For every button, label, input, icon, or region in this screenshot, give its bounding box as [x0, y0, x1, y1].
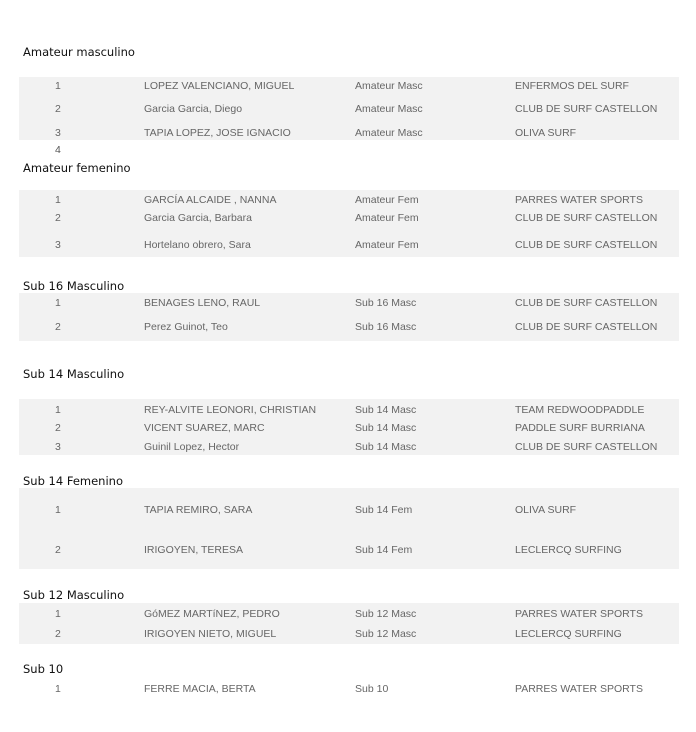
rank-cell: 3 [55, 127, 61, 139]
table-row [19, 102, 679, 116]
rank-cell: 2 [55, 321, 61, 333]
category-cell: Sub 16 Masc [355, 321, 417, 333]
table-row [19, 607, 679, 621]
athlete-name-cell: VICENT SUAREZ, MARC [144, 422, 265, 434]
category-cell: Sub 14 Masc [355, 422, 417, 434]
section-title-sub16-masculino: Sub 16 Masculino [23, 279, 125, 293]
athlete-name-cell: TAPIA REMIRO, SARA [144, 504, 253, 516]
stray-rank-number: 4 [55, 144, 61, 156]
category-cell: Sub 14 Masc [355, 441, 417, 453]
club-cell: CLUB DE SURF CASTELLON [515, 212, 658, 224]
rank-cell: 1 [55, 194, 61, 206]
club-cell: CLUB DE SURF CASTELLON [515, 103, 658, 115]
club-cell: OLIVA SURF [515, 127, 577, 139]
table-row [19, 627, 679, 641]
section-title-sub12-masculino: Sub 12 Masculino [23, 588, 125, 602]
club-cell: LECLERCQ SURFING [515, 628, 622, 640]
category-cell: Sub 14 Fem [355, 504, 413, 516]
table-row [19, 543, 679, 557]
club-cell: CLUB DE SURF CASTELLON [515, 441, 658, 453]
table-row [19, 238, 679, 252]
category-cell: Sub 14 Masc [355, 404, 417, 416]
rank-cell: 1 [55, 608, 61, 620]
section-title-amateur-masculino: Amateur masculino [23, 45, 135, 59]
category-cell: Amateur Fem [355, 194, 419, 206]
rank-cell: 2 [55, 544, 61, 556]
rank-cell: 2 [55, 628, 61, 640]
table-row [19, 79, 679, 93]
rank-cell: 3 [55, 441, 61, 453]
club-cell: PARRES WATER SPORTS [515, 608, 643, 620]
athlete-name-cell: Perez Guinot, Teo [144, 321, 228, 333]
category-cell: Amateur Fem [355, 239, 419, 251]
club-cell: ENFERMOS DEL SURF [515, 80, 629, 92]
section-title-sub14-femenino: Sub 14 Femenino [23, 474, 123, 488]
table-row [19, 503, 679, 517]
rank-cell: 3 [55, 239, 61, 251]
rank-cell: 2 [55, 212, 61, 224]
table-row [19, 403, 679, 417]
table-row [19, 296, 679, 310]
category-cell: Amateur Fem [355, 212, 419, 224]
category-cell: Amateur Masc [355, 103, 423, 115]
athlete-name-cell: TAPIA LOPEZ, JOSE IGNACIO [144, 127, 291, 139]
table-row [19, 193, 679, 207]
club-cell: LECLERCQ SURFING [515, 544, 622, 556]
athlete-name-cell: FERRE MACIA, BERTA [144, 683, 256, 695]
section-title-amateur-femenino: Amateur femenino [23, 161, 131, 175]
athlete-name-cell: REY-ALVITE LEONORI, CHRISTIAN [144, 404, 317, 416]
category-cell: Amateur Masc [355, 127, 423, 139]
athlete-name-cell: IRIGOYEN NIETO, MIGUEL [144, 628, 277, 640]
table-row [19, 320, 679, 334]
club-cell: CLUB DE SURF CASTELLON [515, 239, 658, 251]
section-title-sub10: Sub 10 [23, 662, 64, 676]
athlete-name-cell: BENAGES LENO, RAUL [144, 297, 261, 309]
athlete-name-cell: GARCÍA ALCAIDE , NANNA [144, 194, 277, 206]
athlete-name-cell: IRIGOYEN, TERESA [144, 544, 243, 556]
athlete-name-cell: Garcia Garcia, Barbara [144, 212, 252, 224]
category-cell: Amateur Masc [355, 80, 423, 92]
category-cell: Sub 10 [355, 683, 389, 695]
table-row [19, 211, 679, 225]
rank-cell: 1 [55, 504, 61, 516]
table-row [19, 682, 679, 696]
category-cell: Sub 16 Masc [355, 297, 417, 309]
club-cell: PARRES WATER SPORTS [515, 683, 643, 695]
category-cell: Sub 12 Masc [355, 608, 417, 620]
rank-cell: 2 [55, 422, 61, 434]
athlete-name-cell: Garcia Garcia, Diego [144, 103, 243, 115]
table-row [19, 421, 679, 435]
club-cell: TEAM REDWOODPADDLE [515, 404, 645, 416]
table-row [19, 126, 679, 140]
rank-cell: 1 [55, 297, 61, 309]
athlete-name-cell: Hortelano obrero, Sara [144, 239, 251, 251]
category-cell: Sub 14 Fem [355, 544, 413, 556]
club-cell: CLUB DE SURF CASTELLON [515, 321, 658, 333]
club-cell: PADDLE SURF BURRIANA [515, 422, 645, 434]
athlete-name-cell: LOPEZ VALENCIANO, MIGUEL [144, 80, 295, 92]
athlete-name-cell: GóMEZ MARTíNEZ, PEDRO [144, 608, 280, 620]
rank-cell: 1 [55, 404, 61, 416]
club-cell: OLIVA SURF [515, 504, 577, 516]
club-cell: CLUB DE SURF CASTELLON [515, 297, 658, 309]
rank-cell: 1 [55, 683, 61, 695]
category-cell: Sub 12 Masc [355, 628, 417, 640]
rank-cell: 2 [55, 103, 61, 115]
athlete-name-cell: Guinil Lopez, Hector [144, 441, 240, 453]
section-title-sub14-masculino: Sub 14 Masculino [23, 367, 125, 381]
club-cell: PARRES WATER SPORTS [515, 194, 643, 206]
table-row [19, 440, 679, 454]
rank-cell: 1 [55, 80, 61, 92]
